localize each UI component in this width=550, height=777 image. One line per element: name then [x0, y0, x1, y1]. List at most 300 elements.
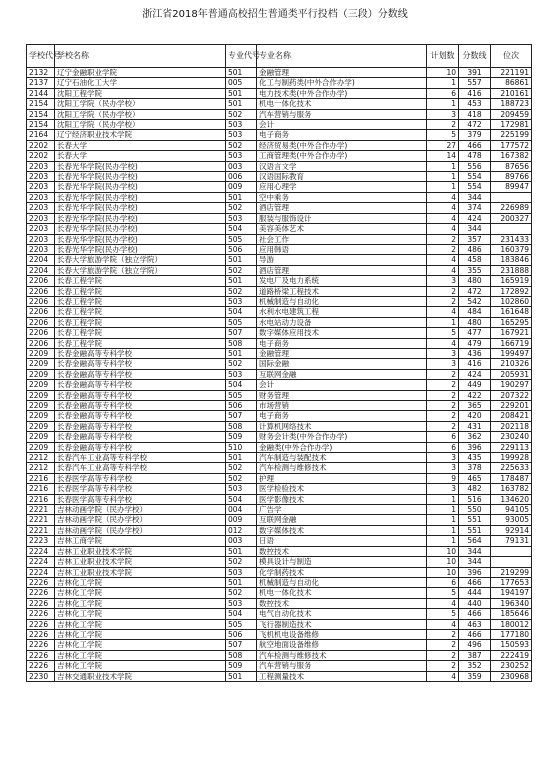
plan-cell: 4 — [427, 619, 459, 629]
major-code-cell: 502 — [226, 265, 257, 275]
major-name-cell: 经济贸易类(中外合作办学) — [257, 140, 427, 150]
score-cell: 352 — [459, 661, 491, 671]
major-name-cell: 道路桥梁工程技术 — [257, 286, 427, 296]
table-row — [27, 661, 532, 671]
rank-cell: 87656 — [491, 161, 532, 171]
plan-cell: 4 — [427, 265, 459, 275]
major-code-cell: 005 — [226, 78, 257, 88]
score-cell: 463 — [459, 619, 491, 629]
school-name-cell: 长春光华学院(民办学校) — [55, 224, 226, 234]
school-code-cell: 2203 — [27, 182, 55, 192]
major-name-cell: 互联网金融 — [257, 369, 427, 379]
score-cell: 444 — [459, 588, 491, 598]
rank-cell: 185646 — [491, 609, 532, 619]
rank-cell: 167382 — [491, 151, 532, 161]
school-name-cell: 长春光华学院(民办学校) — [55, 182, 226, 192]
rank-cell: 163782 — [491, 484, 532, 494]
school-name-cell: 吉林化工学院 — [55, 650, 226, 660]
score-cell: 564 — [459, 536, 491, 546]
rank-cell: 200327 — [491, 213, 532, 223]
plan-cell: 5 — [427, 609, 459, 619]
major-name-cell: 数控技术 — [257, 598, 427, 608]
school-name-cell: 吉林工业职业技术学院 — [55, 546, 226, 556]
score-cell: 556 — [459, 161, 491, 171]
rank-cell: 210326 — [491, 359, 532, 369]
major-code-cell: 502 — [226, 109, 257, 119]
table-row — [27, 494, 532, 504]
score-cell: 416 — [459, 359, 491, 369]
school-code-cell: 2221 — [27, 525, 55, 535]
major-code-cell: 502 — [226, 359, 257, 369]
table-row — [27, 234, 532, 244]
score-cell: 466 — [459, 609, 491, 619]
major-code-cell: 006 — [226, 172, 257, 182]
table-row — [27, 130, 532, 140]
major-name-cell: 汽车营销与服务 — [257, 109, 427, 119]
table-row — [27, 224, 532, 234]
school-code-cell: 2137 — [27, 78, 55, 88]
plan-cell: 1 — [427, 536, 459, 546]
school-name-cell: 长春医学高等专科学校 — [55, 484, 226, 494]
major-code-cell: 503 — [226, 567, 257, 577]
score-cell: 480 — [459, 317, 491, 327]
school-code-cell: 2209 — [27, 359, 55, 369]
major-code-cell: 505 — [226, 234, 257, 244]
rank-cell: 222419 — [491, 650, 532, 660]
major-name-cell: 汉语言文学 — [257, 161, 427, 171]
score-table — [26, 44, 532, 682]
plan-cell: 1 — [427, 317, 459, 327]
rank-cell: 79131 — [491, 536, 532, 546]
major-name-cell: 金融类(中外合作办学) — [257, 442, 427, 452]
major-code-cell: 009 — [226, 515, 257, 525]
table-row — [27, 213, 532, 223]
table-row — [27, 640, 532, 650]
plan-cell: 2 — [427, 234, 459, 244]
school-name-cell: 长春汽车工业高等专科学校 — [55, 453, 226, 463]
major-code-cell: 503 — [226, 296, 257, 306]
major-code-cell: 504 — [226, 494, 257, 504]
plan-cell: 6 — [427, 88, 459, 98]
score-cell: 418 — [459, 109, 491, 119]
school-code-cell: 2203 — [27, 203, 55, 213]
school-code-cell: 2206 — [27, 307, 55, 317]
school-name-cell: 长春金融高等专科学校 — [55, 369, 226, 379]
major-name-cell: 飞机机电设备维修 — [257, 629, 427, 639]
school-name-cell: 吉林动画学院（民办学校） — [55, 505, 226, 515]
table-row — [27, 78, 532, 88]
score-cell: 436 — [459, 348, 491, 358]
major-code-cell: 505 — [226, 317, 257, 327]
school-name-cell: 辽宁经济职业技术学院 — [55, 130, 226, 140]
plan-cell: 1 — [427, 494, 459, 504]
rank-cell: 221191 — [491, 68, 532, 78]
major-name-cell: 金融管理 — [257, 348, 427, 358]
school-code-cell: 2226 — [27, 619, 55, 629]
major-name-cell: 应用心理学 — [257, 182, 427, 192]
table-body — [27, 68, 532, 682]
score-cell: 391 — [459, 68, 491, 78]
school-name-cell: 长春光华学院(民办学校) — [55, 161, 226, 171]
table-row — [27, 650, 532, 660]
school-code-cell: 2226 — [27, 650, 55, 660]
rank-cell: 230240 — [491, 432, 532, 442]
score-cell: 557 — [459, 78, 491, 88]
major-name-cell: 护理 — [257, 473, 427, 483]
rank-cell: 188723 — [491, 99, 532, 109]
table-row — [27, 525, 532, 535]
plan-cell: 14 — [427, 151, 459, 161]
school-name-cell: 辽宁金融职业学院 — [55, 68, 226, 78]
score-cell: 482 — [459, 484, 491, 494]
major-name-cell: 应用韩语 — [257, 244, 427, 254]
table-row — [27, 109, 532, 119]
score-cell: 449 — [459, 380, 491, 390]
school-code-cell: 2206 — [27, 296, 55, 306]
rank-cell: 89947 — [491, 182, 532, 192]
school-code-cell: 2216 — [27, 473, 55, 483]
school-name-cell: 长春金融高等专科学校 — [55, 421, 226, 431]
score-cell: 484 — [459, 307, 491, 317]
rank-cell: 86861 — [491, 78, 532, 88]
score-cell: 396 — [459, 442, 491, 452]
school-code-cell: 2206 — [27, 328, 55, 338]
major-name-cell: 汽车制造与装配技术 — [257, 453, 427, 463]
school-name-cell: 长春工程学院 — [55, 328, 226, 338]
school-code-cell: 2203 — [27, 244, 55, 254]
major-code-cell: 501 — [226, 671, 257, 681]
major-code-cell: 503 — [226, 213, 257, 223]
rank-cell: 190297 — [491, 380, 532, 390]
score-cell: 431 — [459, 421, 491, 431]
score-cell: 496 — [459, 640, 491, 650]
score-cell: 516 — [459, 494, 491, 504]
school-code-cell: 2204 — [27, 255, 55, 265]
school-name-cell: 长春医学高等专科学校 — [55, 473, 226, 483]
rank-cell: 180012 — [491, 619, 532, 629]
major-name-cell: 数字媒体技术 — [257, 525, 427, 535]
major-code-cell: 503 — [226, 151, 257, 161]
major-name-cell: 水利水电建筑工程 — [257, 307, 427, 317]
school-code-cell: 2202 — [27, 140, 55, 150]
header-rank: 位次 — [491, 45, 532, 68]
rank-cell: 231888 — [491, 265, 532, 275]
rank-cell: 161648 — [491, 307, 532, 317]
major-code-cell: 508 — [226, 421, 257, 431]
school-code-cell: 2202 — [27, 151, 55, 161]
major-code-cell: 501 — [226, 68, 257, 78]
major-name-cell: 医学检验技术 — [257, 484, 427, 494]
school-name-cell: 长春大学 — [55, 140, 226, 150]
school-code-cell: 2209 — [27, 442, 55, 452]
plan-cell: 4 — [427, 255, 459, 265]
major-name-cell: 计算机网络技术 — [257, 421, 427, 431]
school-name-cell: 长春工程学院 — [55, 276, 226, 286]
rank-cell — [491, 192, 532, 202]
school-name-cell: 吉林化工学院 — [55, 661, 226, 671]
school-name-cell: 沈阳工学院（民办学校） — [55, 109, 226, 119]
rank-cell: 199497 — [491, 348, 532, 358]
table-row — [27, 348, 532, 358]
school-name-cell: 长春工程学院 — [55, 286, 226, 296]
plan-cell: 1 — [427, 172, 459, 182]
table-row — [27, 629, 532, 639]
rank-cell: 178487 — [491, 473, 532, 483]
score-cell: 479 — [459, 338, 491, 348]
school-name-cell: 吉林化工学院 — [55, 577, 226, 587]
score-cell: 344 — [459, 546, 491, 556]
school-code-cell: 2226 — [27, 588, 55, 598]
table-row — [27, 411, 532, 421]
plan-cell: 10 — [427, 557, 459, 567]
table-row — [27, 463, 532, 473]
major-code-cell: 506 — [226, 629, 257, 639]
major-name-cell: 会计 — [257, 120, 427, 130]
major-name-cell: 电力技术类(中外合作办学) — [257, 88, 427, 98]
school-code-cell: 2203 — [27, 213, 55, 223]
rank-cell: 202118 — [491, 421, 532, 431]
score-cell: 396 — [459, 567, 491, 577]
plan-cell: 2 — [427, 390, 459, 400]
plan-cell: 3 — [427, 348, 459, 358]
school-name-cell: 吉林动画学院（民办学校） — [55, 525, 226, 535]
rank-cell: 207322 — [491, 390, 532, 400]
plan-cell: 6 — [427, 577, 459, 587]
plan-cell: 3 — [427, 453, 459, 463]
school-code-cell: 2224 — [27, 567, 55, 577]
major-name-cell: 航空地面设备维修 — [257, 640, 427, 650]
score-cell: 466 — [459, 577, 491, 587]
major-name-cell: 酒店管理 — [257, 203, 427, 213]
major-code-cell: 502 — [226, 463, 257, 473]
school-name-cell: 长春大学旅游学院（独立学院） — [55, 255, 226, 265]
major-name-cell: 金融管理 — [257, 68, 427, 78]
major-name-cell: 美容美体艺术 — [257, 224, 427, 234]
table-row — [27, 244, 532, 254]
major-name-cell: 社会工作 — [257, 234, 427, 244]
score-cell: 440 — [459, 598, 491, 608]
major-code-cell: 501 — [226, 192, 257, 202]
school-code-cell: 2226 — [27, 609, 55, 619]
table-row — [27, 307, 532, 317]
school-code-cell: 2223 — [27, 536, 55, 546]
table-row — [27, 536, 532, 546]
score-cell: 378 — [459, 463, 491, 473]
score-cell: 480 — [459, 276, 491, 286]
school-name-cell: 长春光华学院(民办学校) — [55, 203, 226, 213]
score-cell: 542 — [459, 296, 491, 306]
school-name-cell: 长春金融高等专科学校 — [55, 359, 226, 369]
rank-cell: 165295 — [491, 317, 532, 327]
rank-cell: 134620 — [491, 494, 532, 504]
school-code-cell: 2154 — [27, 109, 55, 119]
major-name-cell: 机电一体化技术 — [257, 588, 427, 598]
major-code-cell: 508 — [226, 338, 257, 348]
plan-cell: 1 — [427, 78, 459, 88]
plan-cell: 4 — [427, 203, 459, 213]
score-cell: 466 — [459, 629, 491, 639]
school-code-cell: 2226 — [27, 640, 55, 650]
plan-cell: 10 — [427, 546, 459, 556]
major-name-cell: 化工与制药类(中外合作办学) — [257, 78, 427, 88]
table-row — [27, 120, 532, 130]
school-code-cell: 2203 — [27, 172, 55, 182]
major-code-cell: 501 — [226, 99, 257, 109]
plan-cell: 4 — [427, 213, 459, 223]
major-name-cell: 模具设计与制造 — [257, 557, 427, 567]
rank-cell: 183846 — [491, 255, 532, 265]
plan-cell: 2 — [427, 661, 459, 671]
score-cell: 472 — [459, 120, 491, 130]
major-code-cell: 504 — [226, 307, 257, 317]
school-name-cell: 辽宁石油化工大学 — [55, 78, 226, 88]
table-header-row — [27, 45, 532, 68]
table-row — [27, 505, 532, 515]
school-code-cell: 2216 — [27, 484, 55, 494]
school-code-cell: 2203 — [27, 224, 55, 234]
rank-cell: 196340 — [491, 598, 532, 608]
major-name-cell: 财务管理 — [257, 390, 427, 400]
major-name-cell: 汉语国际教育 — [257, 172, 427, 182]
school-code-cell: 2203 — [27, 161, 55, 171]
table-row — [27, 557, 532, 567]
score-cell: 551 — [459, 515, 491, 525]
score-cell: 554 — [459, 172, 491, 182]
school-code-cell: 2206 — [27, 317, 55, 327]
major-name-cell: 电气自动化技术 — [257, 609, 427, 619]
table-row — [27, 619, 532, 629]
school-name-cell: 吉林动画学院（民办学校） — [55, 515, 226, 525]
major-code-cell: 510 — [226, 442, 257, 452]
school-name-cell: 长春工程学院 — [55, 317, 226, 327]
school-code-cell: 2230 — [27, 671, 55, 681]
major-name-cell: 导游 — [257, 255, 427, 265]
school-code-cell: 2212 — [27, 463, 55, 473]
school-name-cell: 沈阳工学院（民办学校） — [55, 120, 226, 130]
plan-cell: 5 — [427, 588, 459, 598]
score-cell: 359 — [459, 671, 491, 681]
major-code-cell: 505 — [226, 390, 257, 400]
table-row — [27, 588, 532, 598]
table-row — [27, 390, 532, 400]
score-cell: 550 — [459, 505, 491, 515]
school-code-cell: 2204 — [27, 265, 55, 275]
table-row — [27, 338, 532, 348]
plan-cell: 2 — [427, 650, 459, 660]
score-cell: 465 — [459, 473, 491, 483]
score-cell: 424 — [459, 369, 491, 379]
table-row — [27, 140, 532, 150]
table-row — [27, 671, 532, 681]
rank-cell: 230252 — [491, 661, 532, 671]
header-school-code: 学校代号 — [27, 45, 55, 68]
header-major-name: 专业名称 — [257, 45, 427, 68]
major-name-cell: 日语 — [257, 536, 427, 546]
school-code-cell: 2132 — [27, 68, 55, 78]
plan-cell: 2 — [427, 296, 459, 306]
major-name-cell: 空中乘务 — [257, 192, 427, 202]
school-code-cell: 2221 — [27, 505, 55, 515]
rank-cell: 167921 — [491, 328, 532, 338]
school-code-cell: 2209 — [27, 411, 55, 421]
table-row — [27, 380, 532, 390]
major-name-cell: 化学制药技术 — [257, 567, 427, 577]
table-row — [27, 182, 532, 192]
rank-cell: 229201 — [491, 401, 532, 411]
major-name-cell: 汽车检测与维修技术 — [257, 650, 427, 660]
school-code-cell: 2164 — [27, 130, 55, 140]
major-name-cell: 市场营销 — [257, 401, 427, 411]
plan-cell: 3 — [427, 484, 459, 494]
major-code-cell: 003 — [226, 161, 257, 171]
major-code-cell: 012 — [226, 525, 257, 535]
score-cell: 362 — [459, 432, 491, 442]
plan-cell: 3 — [427, 463, 459, 473]
plan-cell: 2 — [427, 369, 459, 379]
major-name-cell: 工程测量技术 — [257, 671, 427, 681]
rank-cell: 194197 — [491, 588, 532, 598]
table-row — [27, 296, 532, 306]
plan-cell: 27 — [427, 140, 459, 150]
school-name-cell: 长春金融高等专科学校 — [55, 411, 226, 421]
major-code-cell: 504 — [226, 224, 257, 234]
score-cell: 551 — [459, 525, 491, 535]
table-row — [27, 484, 532, 494]
rank-cell: 92914 — [491, 525, 532, 535]
school-name-cell: 吉林交通职业技术学院 — [55, 671, 226, 681]
plan-cell: 2 — [427, 411, 459, 421]
plan-cell: 10 — [427, 68, 459, 78]
school-name-cell: 长春工程学院 — [55, 338, 226, 348]
table-row — [27, 276, 532, 286]
table-row — [27, 598, 532, 608]
score-cell: 472 — [459, 286, 491, 296]
score-cell: 420 — [459, 411, 491, 421]
school-name-cell: 长春光华学院(民办学校) — [55, 192, 226, 202]
table-row — [27, 473, 532, 483]
school-code-cell: 2226 — [27, 577, 55, 587]
school-code-cell: 2203 — [27, 192, 55, 202]
major-code-cell: 501 — [226, 276, 257, 286]
plan-cell: 9 — [427, 473, 459, 483]
plan-cell: 4 — [427, 598, 459, 608]
score-cell: 344 — [459, 557, 491, 567]
major-code-cell: 502 — [226, 588, 257, 598]
table-row — [27, 369, 532, 379]
header-plan: 计划数 — [427, 45, 459, 68]
school-name-cell: 吉林工商学院 — [55, 536, 226, 546]
rank-cell: 209459 — [491, 109, 532, 119]
score-cell: 355 — [459, 265, 491, 275]
major-code-cell: 501 — [226, 348, 257, 358]
score-cell: 477 — [459, 328, 491, 338]
table-row — [27, 203, 532, 213]
school-code-cell: 2226 — [27, 661, 55, 671]
plan-cell: 1 — [427, 525, 459, 535]
major-code-cell: 504 — [226, 609, 257, 619]
table-row — [27, 432, 532, 442]
score-cell: 374 — [459, 203, 491, 213]
major-code-cell: 009 — [226, 182, 257, 192]
table-row — [27, 546, 532, 556]
score-cell: 458 — [459, 255, 491, 265]
school-name-cell: 长春医学高等专科学校 — [55, 494, 226, 504]
rank-cell: 89766 — [491, 172, 532, 182]
rank-cell: 225199 — [491, 130, 532, 140]
score-cell: 422 — [459, 390, 491, 400]
rank-cell: 177653 — [491, 577, 532, 587]
table-row — [27, 453, 532, 463]
